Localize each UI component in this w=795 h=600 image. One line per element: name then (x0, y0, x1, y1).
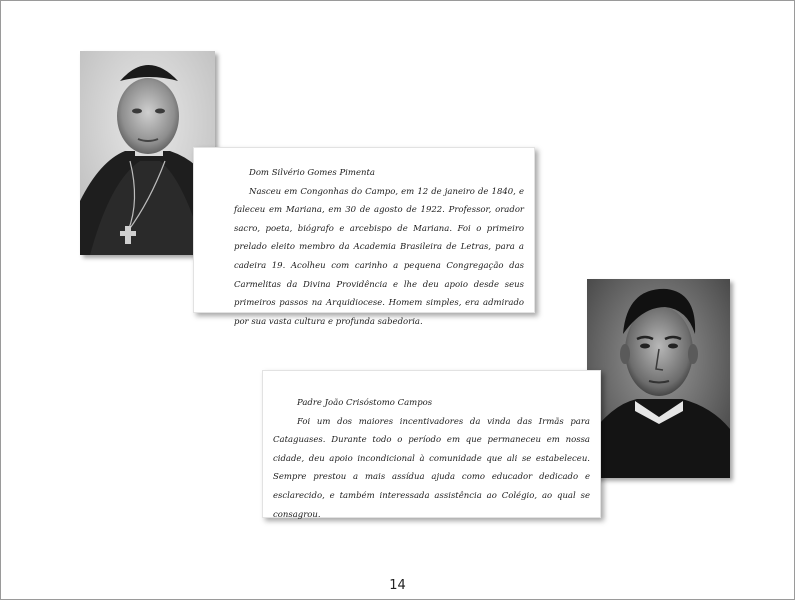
biography-card-dom-silverio (193, 147, 535, 327)
portrait-photo-padre-joao (587, 279, 730, 478)
biography-name: Padre João Crisóstomo Campos (297, 398, 433, 408)
biography-text: Nasceu em Congonhas do Campo, em 12 de janeiro de 1840, e faleceu em Mariana, em 30 de agosto de 1922. Professor, orador sacro, poeta, biógrafo e arcebispo de Mariana. Foi o primeiro prelado eleito membro da Academia Brasileira de Letras, para a cadeira 19. Acolheu com carinho a pequena Congregação das Carmelitas da Divina Providência e lhe deu apoio desde seus primeiros passos na Arquidiocese. Homem simples, era admirado por sua vasta cultura e profunda sabedoria. (234, 186, 524, 327)
biography-text: Foi um dos maiores incentivadores da vinda das Irmãs para Cataguases. Durante todo o período em que permaneceu em nossa cidade, deu apoio incondicional à comunidade que ali se estabeleceu. Sempre prestou a mais assídua ajuda como educador dedicado e esclarecido, e também interessada assistência ao Colégio, ao qual se consagrou. (273, 416, 590, 520)
biography-name: Dom Silvério Gomes Pimenta (249, 168, 375, 178)
biography-card-padre-joao (262, 370, 601, 518)
page-number: 14 (389, 578, 406, 593)
